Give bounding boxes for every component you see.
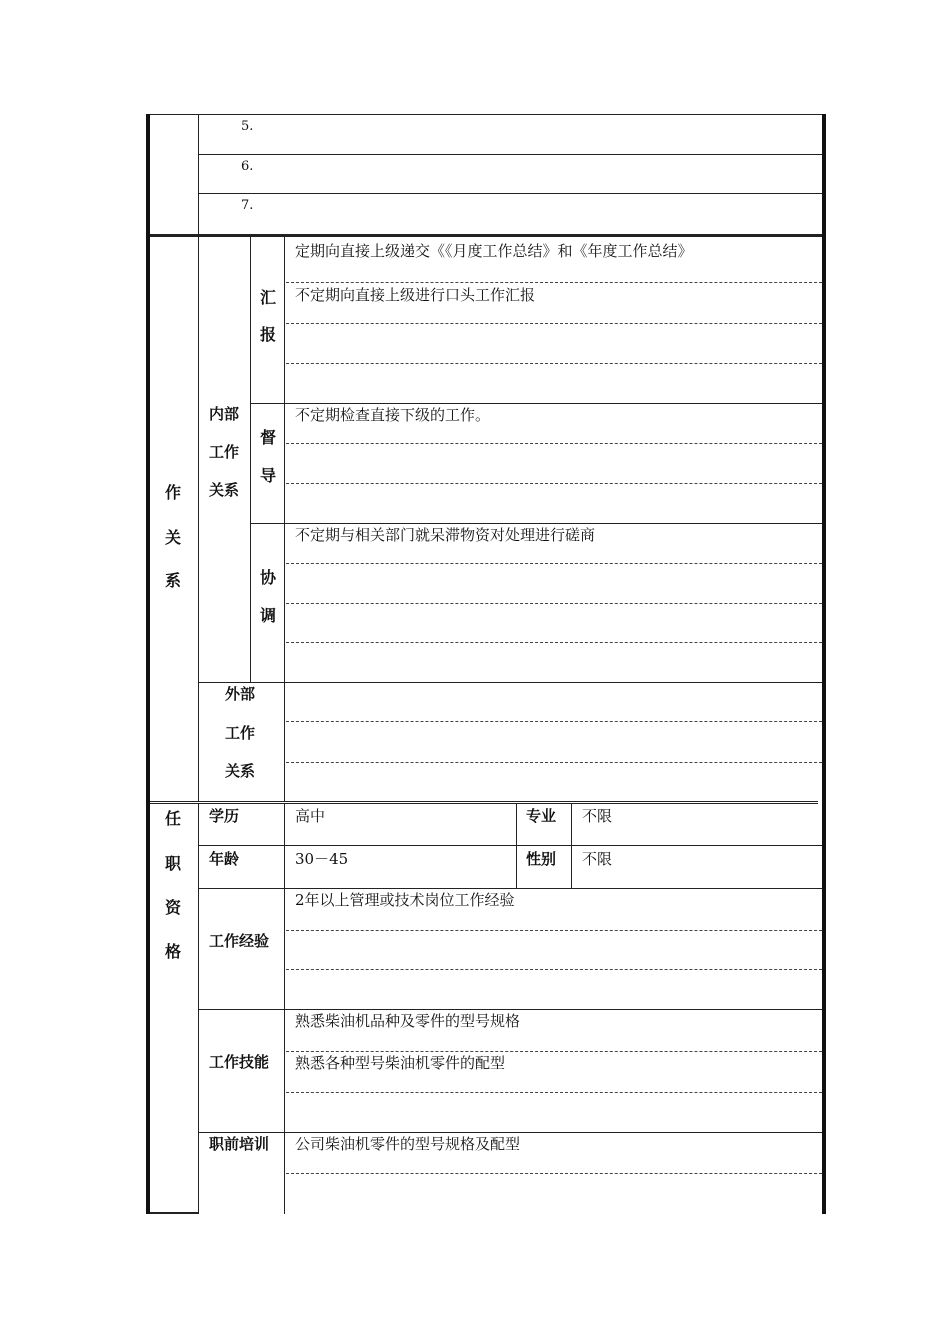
row-divider bbox=[250, 403, 822, 404]
row-divider bbox=[199, 154, 822, 155]
report-line-1: 定期向直接上级递交《《月度工作总结》和《年度工作总结》 bbox=[295, 242, 693, 260]
dashed-rule bbox=[286, 1051, 822, 1052]
label-char: 汇 bbox=[259, 288, 276, 307]
section-separator bbox=[150, 801, 818, 802]
section-char: 格 bbox=[164, 942, 181, 961]
column-divider bbox=[198, 114, 199, 234]
label-char: 协 bbox=[259, 568, 276, 587]
age-label: 年龄 bbox=[209, 850, 240, 868]
dashed-rule bbox=[286, 563, 822, 564]
section-char: 系 bbox=[164, 571, 181, 590]
label-line: 关系 bbox=[209, 481, 240, 499]
label-line: 关系 bbox=[225, 762, 256, 780]
age-value: 30－45 bbox=[295, 850, 349, 868]
column-divider bbox=[198, 237, 199, 802]
dashed-rule bbox=[286, 363, 822, 364]
row-number-6: 6. bbox=[241, 159, 254, 174]
dashed-rule bbox=[286, 282, 822, 283]
section-char: 任 bbox=[164, 809, 181, 828]
row-divider bbox=[250, 523, 822, 524]
section-char: 资 bbox=[164, 898, 181, 917]
column-divider bbox=[571, 804, 572, 888]
dashed-rule bbox=[286, 483, 822, 484]
row-divider bbox=[198, 845, 822, 846]
right-border bbox=[822, 114, 826, 1214]
dashed-rule bbox=[286, 721, 822, 722]
column-divider bbox=[516, 804, 517, 888]
section-char: 职 bbox=[164, 854, 181, 873]
row-number-7: 7. bbox=[241, 198, 254, 213]
label-line: 工作 bbox=[209, 443, 240, 461]
left-border bbox=[146, 114, 150, 1214]
experience-label: 工作经验 bbox=[209, 932, 270, 950]
dashed-rule bbox=[286, 642, 822, 643]
experience-line-1: 2年以上管理或技术岗位工作经验 bbox=[295, 891, 515, 909]
coordinate-line-1: 不定期与相关部门就呆滞物资对处理进行磋商 bbox=[295, 526, 596, 544]
label-line: 工作 bbox=[225, 724, 256, 742]
gender-value: 不限 bbox=[582, 850, 613, 868]
row-divider bbox=[199, 193, 822, 194]
row-divider bbox=[198, 1009, 822, 1010]
top-border bbox=[150, 114, 822, 115]
label-char: 调 bbox=[259, 606, 276, 625]
training-line-1: 公司柴油机零件的型号规格及配型 bbox=[295, 1135, 521, 1153]
column-divider bbox=[284, 237, 285, 802]
dashed-rule bbox=[286, 323, 822, 324]
dashed-rule bbox=[286, 443, 822, 444]
label-char: 报 bbox=[259, 325, 276, 344]
training-label: 职前培训 bbox=[209, 1135, 270, 1153]
row-divider bbox=[198, 1132, 822, 1133]
dashed-rule bbox=[286, 969, 822, 970]
education-label: 学历 bbox=[209, 807, 240, 825]
column-divider bbox=[250, 237, 251, 682]
skills-label: 工作技能 bbox=[209, 1053, 270, 1071]
supervise-line-1: 不定期检查直接下级的工作。 bbox=[295, 406, 491, 424]
skills-line-2: 熟悉各种型号柴油机零件的配型 bbox=[295, 1054, 506, 1072]
dashed-rule bbox=[286, 930, 822, 931]
dashed-rule bbox=[286, 762, 822, 763]
dashed-rule bbox=[286, 1092, 822, 1093]
row-divider bbox=[198, 682, 822, 683]
label-line: 外部 bbox=[225, 685, 256, 703]
major-label: 专业 bbox=[526, 807, 557, 825]
row-divider bbox=[198, 888, 822, 889]
section-char: 关 bbox=[164, 528, 181, 547]
dashed-rule bbox=[286, 603, 822, 604]
gender-label: 性别 bbox=[526, 850, 557, 868]
section-char: 作 bbox=[164, 483, 181, 502]
bottom-left-rule bbox=[150, 1212, 198, 1214]
education-value: 高中 bbox=[295, 807, 326, 825]
skills-line-1: 熟悉柴油机品种及零件的型号规格 bbox=[295, 1012, 521, 1030]
report-line-2: 不定期向直接上级进行口头工作汇报 bbox=[295, 286, 536, 304]
dashed-rule bbox=[286, 1173, 822, 1174]
label-char: 督 bbox=[259, 428, 276, 447]
section-separator bbox=[150, 803, 818, 804]
label-line: 内部 bbox=[209, 405, 240, 423]
label-char: 导 bbox=[259, 466, 276, 485]
major-value: 不限 bbox=[582, 807, 613, 825]
row-number-5: 5. bbox=[241, 119, 254, 134]
